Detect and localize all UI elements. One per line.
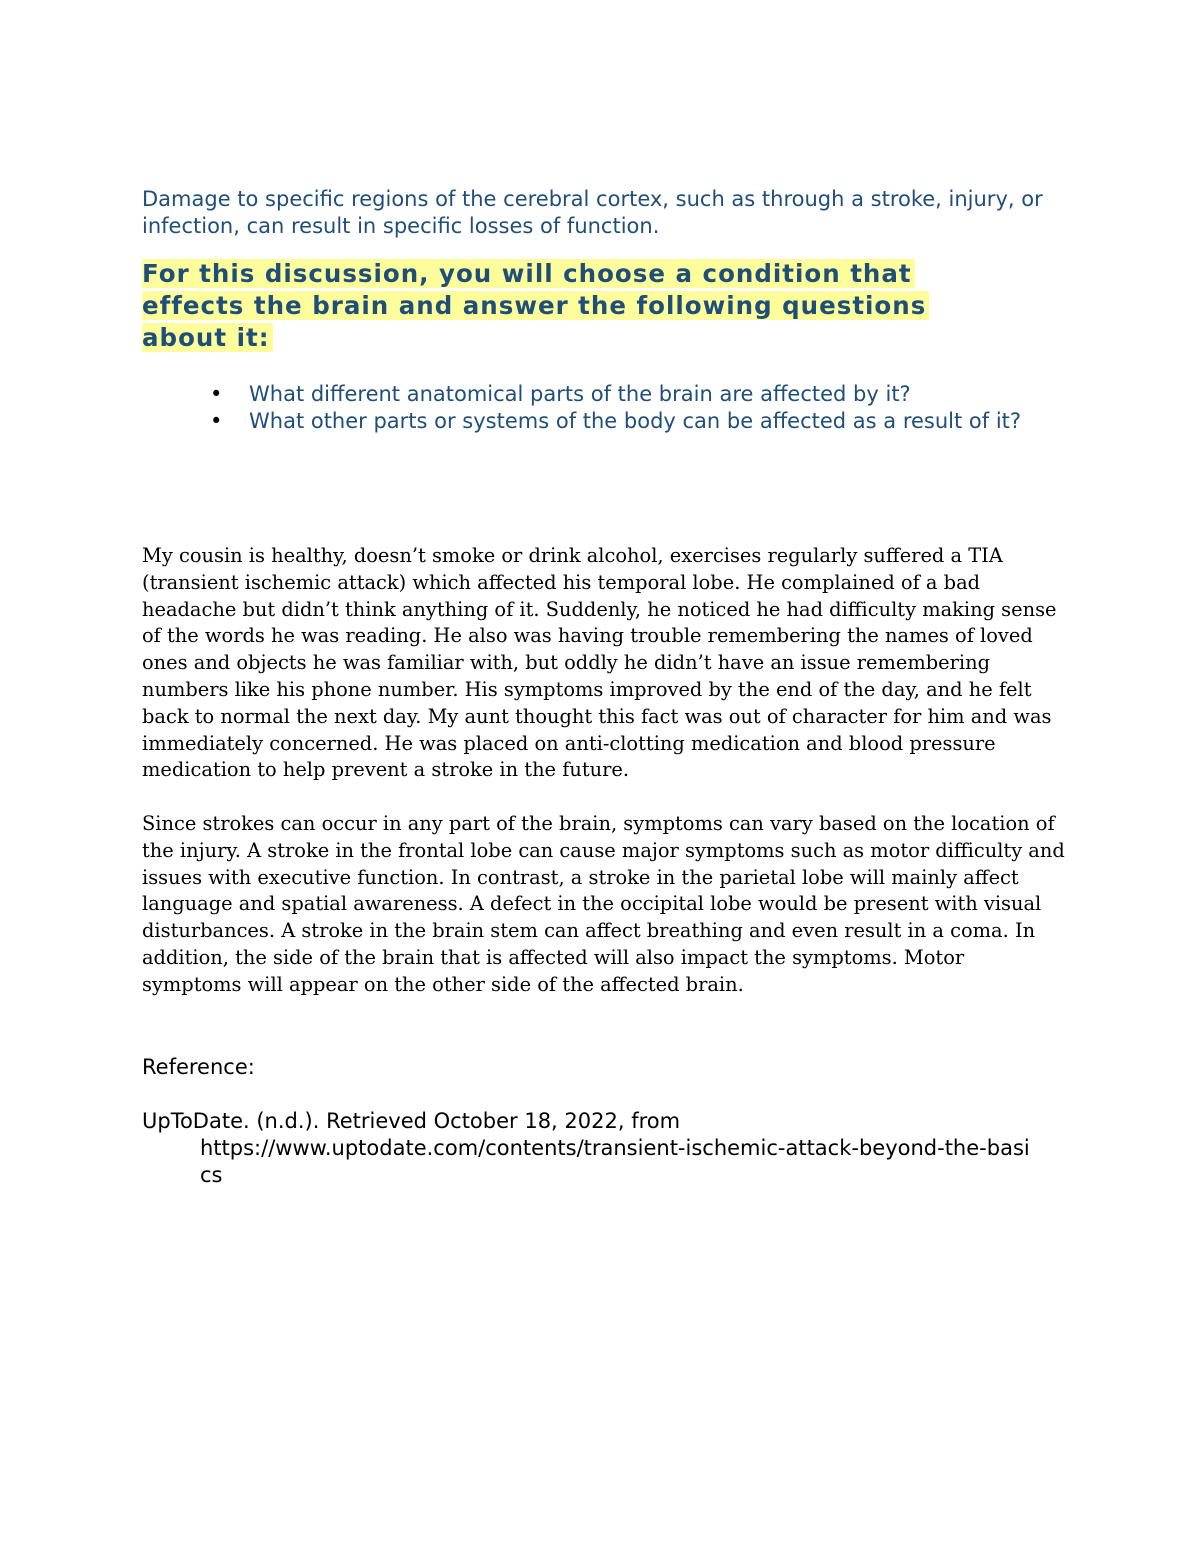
reference-heading: Reference: xyxy=(142,1055,255,1079)
answer-paragraph: Since strokes can occur in any part of the brain, symptoms can vary based on the location of the injury. A stroke in the frontal lobe can cause major symptoms such as motor difficulty and issues with executive function. In contrast, a stroke in the parietal lobe will mainly affect language and spatial awareness. A defect in the occipital lobe would be present with visual disturbances. A stroke in the brain stem can affect breathing and even result in a coma. In addition, the side of the brain that is affected will also impact the symptoms. Motor symptoms will appear on the other side of the affected brain. xyxy=(142,812,1065,996)
intro-text: Damage to specific regions of the cerebral cortex, such as through a stroke, injury, or infection, can result in specific losses of function. xyxy=(142,187,1043,238)
reference-entry xyxy=(142,1108,1042,1189)
question-list xyxy=(142,381,1062,435)
bullet-icon: • xyxy=(210,409,223,433)
bullet-icon: • xyxy=(210,382,223,406)
question-text: What other parts or systems of the body can be affected as a result of it? xyxy=(249,409,1022,433)
highlighted-prompt-text: For this discussion, you will choose a condition that effects the brain and answer the following questions about it: xyxy=(142,259,929,352)
reference-citation: UpToDate. (n.d.). Retrieved October 18, 2022, from xyxy=(142,1109,681,1133)
discussion-prompt xyxy=(142,258,1002,354)
answer-paragraph: My cousin is healthy, doesn’t smoke or drink alcohol, exercises regularly suffered a TIA (transient ischemic attack) which affected his temporal lobe. He complained of a bad headache but didn’t think anything of it. Suddenly, he noticed he had difficulty making sense of the words he was reading. He also was having trouble remembering the names of loved ones and objects he was familiar with, but oddly he didn’t have an issue remembering numbers like his phone number. His symptoms improved by the end of the day, and he felt back to normal the next day. My aunt thought this fact was out of character for him and was immediately concerned. He was placed on anti-clotting medication and blood pressure medication to help prevent a stroke in the future. xyxy=(142,544,1057,782)
question-item xyxy=(142,408,1062,435)
question-text: What different anatomical parts of the brain are affected by it? xyxy=(249,382,911,406)
reference-url[interactable]: https://www.uptodate.com/contents/transient-ischemic-attack-beyond-the-basics xyxy=(200,1136,1030,1187)
question-item xyxy=(142,381,1062,408)
